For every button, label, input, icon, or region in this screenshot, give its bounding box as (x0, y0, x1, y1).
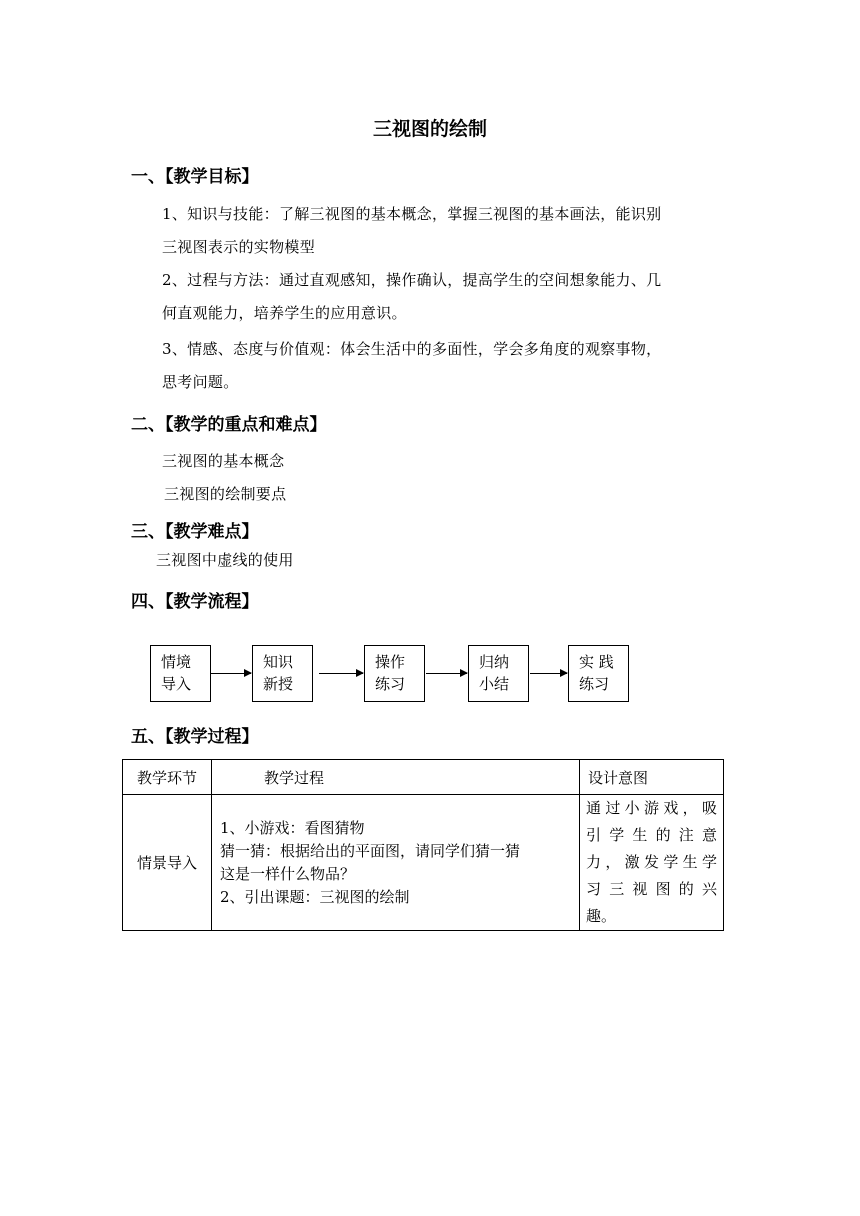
process-line: 2、引出课题：三视图的绘制 (220, 887, 410, 906)
flow-step-label: 实 践 (579, 653, 614, 671)
objective-line: 1、知识与技能：了解三视图的基本概念，掌握三视图的基本画法，能识别 (162, 205, 662, 223)
process-line: 猜一猜：根据给出的平面图，请同学们猜一猜 (220, 841, 521, 860)
section-heading-difficulties: 三、【教学难点】 (131, 522, 259, 542)
objective-line: 何直观能力，培养学生的应用意识。 (162, 304, 407, 322)
flow-arrow (211, 673, 251, 674)
table-header-row (123, 760, 724, 795)
difficulty-item: 三视图中虚线的使用 (156, 551, 294, 569)
objective-line: 思考问题。 (162, 373, 239, 391)
flow-step-label: 练习 (579, 675, 610, 693)
flow-step-label: 情境 (161, 653, 192, 671)
flow-step-label: 小结 (479, 675, 510, 693)
section-heading-key-points: 二、【教学的重点和难点】 (131, 415, 327, 435)
table-row (123, 795, 724, 931)
flow-step-application (568, 645, 629, 702)
flow-step-new-knowledge (252, 645, 313, 702)
flow-step-label: 归纳 (479, 653, 510, 671)
page-title: 三视图的绘制 (372, 118, 487, 140)
cell-intent (580, 795, 724, 931)
section-heading-process: 五、【教学过程】 (131, 727, 259, 747)
key-point-item: 三视图的绘制要点 (164, 485, 287, 503)
objective-line: 3、情感、态度与价值观：体会生活中的多面性，学会多角度的观察事物， (162, 340, 662, 358)
flow-step-label: 导入 (161, 675, 192, 693)
key-point-item: 三视图的基本概念 (162, 452, 285, 470)
section-heading-objectives: 一、【教学目标】 (131, 167, 259, 187)
cell-process (212, 795, 580, 931)
flow-step-label: 操作 (375, 653, 406, 671)
intent-line: 通过小游戏，吸 (586, 799, 717, 817)
flow-step-practice (364, 645, 425, 702)
process-table (122, 759, 724, 931)
flow-step-label: 练习 (375, 675, 406, 693)
flow-arrow (319, 673, 363, 674)
header-stage: 教学环节 (123, 760, 212, 795)
intent-line: 引学生的注意 (586, 826, 717, 844)
intent-line: 趣。 (586, 907, 617, 925)
intent-line: 力，激发学生学 (586, 853, 717, 871)
process-line: 1、小游戏：看图猜物 (220, 818, 365, 837)
cell-stage: 情景导入 (123, 795, 212, 931)
flow-step-label: 新授 (263, 675, 294, 693)
process-line: 这是一样什么物品？ (220, 864, 356, 883)
intent-line: 习三视图的兴 (586, 880, 717, 898)
section-heading-flow: 四、【教学流程】 (131, 592, 259, 612)
objective-line: 三视图表示的实物模型 (162, 238, 316, 256)
header-intent: 设计意图 (580, 760, 724, 795)
flow-step-summary (468, 645, 529, 702)
header-process: 教学过程 (212, 760, 580, 795)
flow-arrow (530, 673, 567, 674)
flow-step-situation-intro (150, 645, 211, 702)
flow-arrow (426, 673, 467, 674)
flow-step-label: 知识 (263, 653, 294, 671)
objective-line: 2、过程与方法：通过直观感知，操作确认，提高学生的空间想象能力、几 (162, 271, 662, 289)
